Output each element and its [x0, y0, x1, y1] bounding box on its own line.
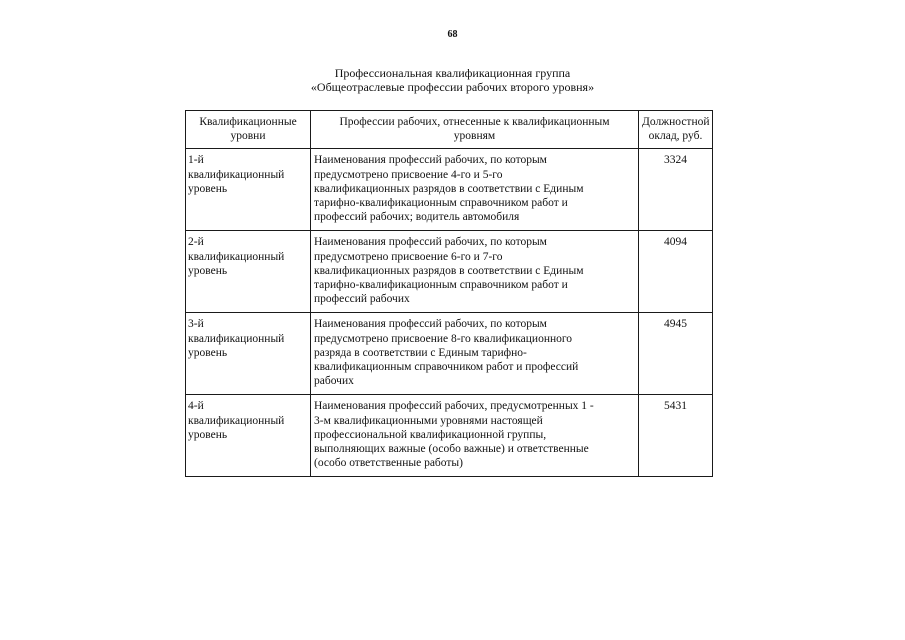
heading-line-1: Профессиональная квалификационная группа: [334, 66, 571, 80]
cell-professions: Наименования профессий рабочих, по которым предусмотрено присвоение 4-го и 5-го квалификационных разрядов в соответствии с Единым тарифно-квалификационным справочником работ и профессий рабочих; водитель автомобиля: [311, 149, 639, 231]
header-salary: Должностной оклад, руб.: [639, 111, 713, 149]
cell-level: 4-й квалификационный уровень: [186, 395, 311, 477]
table-row: [186, 149, 713, 231]
heading-line-2: «Общеотраслевые профессии рабочих второго уровня»: [310, 80, 595, 94]
cell-salary: 4094: [639, 231, 713, 313]
header-level: Квалификационные уровни: [186, 111, 311, 149]
table-row: [186, 313, 713, 395]
cell-professions: Наименования профессий рабочих, по которым предусмотрено присвоение 8-го квалификационного разряда в соответствии с Единым тарифно- квалификационным справочником работ и профессий рабочих: [311, 313, 639, 395]
page-number: 68: [447, 29, 458, 40]
cell-salary: 3324: [639, 149, 713, 231]
cell-salary: 4945: [639, 313, 713, 395]
header-professions: Профессии рабочих, отнесенные к квалификационным уровням: [311, 111, 639, 149]
table-row: [186, 395, 713, 477]
cell-professions: Наименования профессий рабочих, по которым предусмотрено присвоение 6-го и 7-го квалификационных разрядов в соответствии с Единым тарифно-квалификационным справочником работ и профессий рабочих: [311, 231, 639, 313]
table-header-row: [186, 111, 713, 149]
cell-salary: 5431: [639, 395, 713, 477]
document-heading: [0, 66, 905, 94]
cell-level: 2-й квалификационный уровень: [186, 231, 311, 313]
cell-level: 3-й квалификационный уровень: [186, 313, 311, 395]
cell-level: 1-й квалификационный уровень: [186, 149, 311, 231]
table-row: [186, 231, 713, 313]
qualification-table: [185, 110, 713, 477]
cell-professions: Наименования профессий рабочих, предусмотренных 1 - 3-м квалификационными уровнями настоящей профессиональной квалификационной группы, выполняющих важные (особо важные) и ответственные (особо ответственные работы): [311, 395, 639, 477]
